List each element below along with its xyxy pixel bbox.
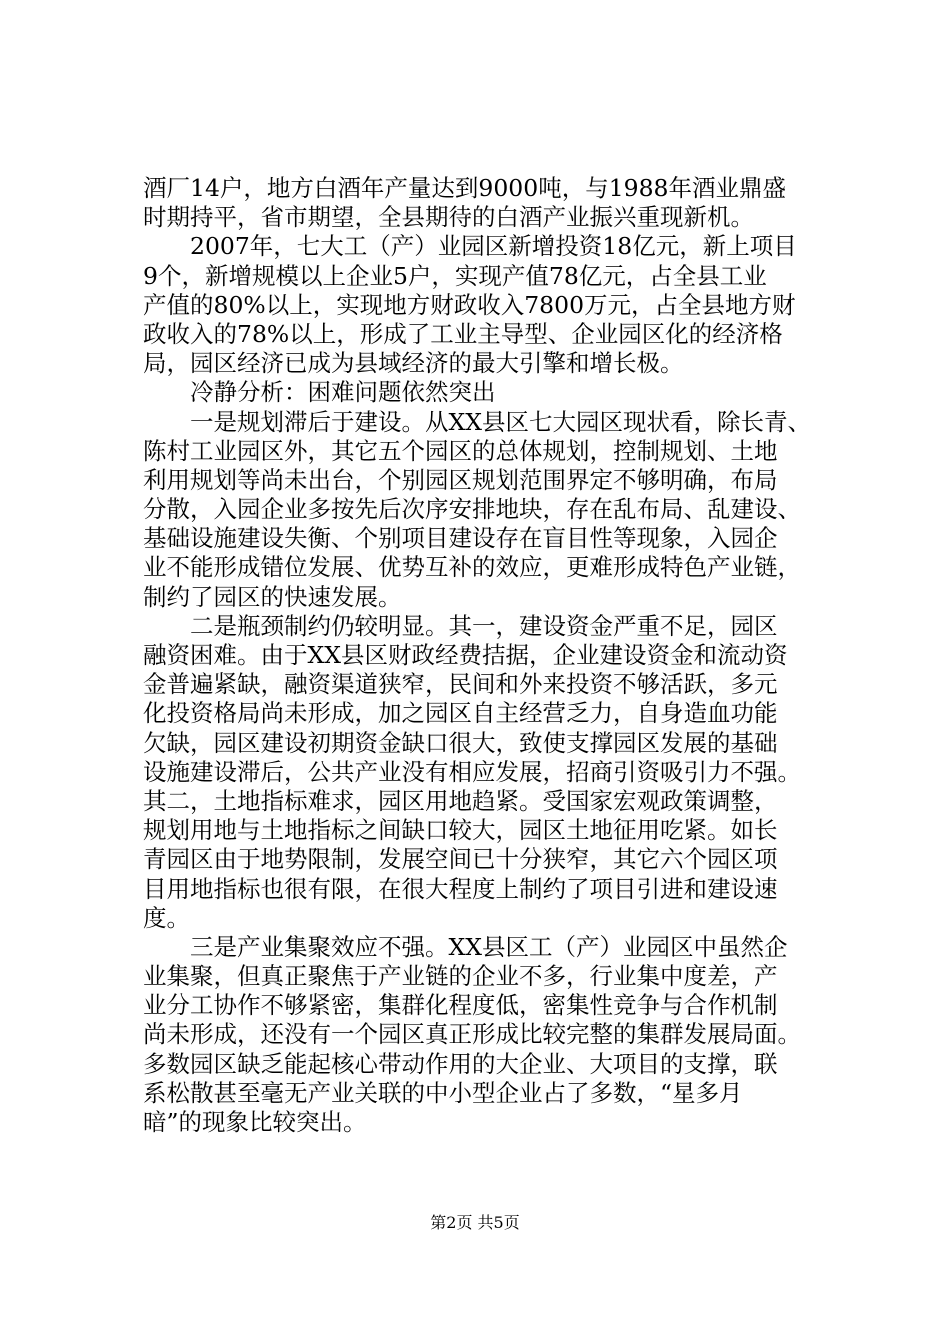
page-number-footer: 第2页 共5页 <box>430 1213 520 1232</box>
text-line: 化投资格局尚未形成，加之园区自主经营乏力，自身造血功能 <box>143 699 778 728</box>
paragraph-start: 一是规划滞后于建设。从XX县区七大园区现状看，除长青、 <box>190 407 811 436</box>
text-line: 基础设施建设失衡、个别项目建设存在盲目性等现象，入园企 <box>143 524 778 553</box>
text-line: 局，园区经济已成为县域经济的最大引擎和增长极。 <box>143 349 684 378</box>
text-line: 时期持平，省市期望，全县期待的白酒产业振兴重现新机。 <box>143 203 754 232</box>
text-line: 青园区由于地势限制，发展空间已十分狭窄，其它六个园区项 <box>143 845 778 874</box>
text-line: 制约了园区的快速发展。 <box>143 582 402 611</box>
text-line: 多数园区缺乏能起核心带动作用的大企业、大项目的支撑，联 <box>143 1049 778 1078</box>
text-line: 尚未形成，还没有一个园区真正形成比较完整的集群发展局面。 <box>143 1020 801 1049</box>
text-line: 业不能形成错位发展、优势互补的效应，更难形成特色产业链， <box>143 553 801 582</box>
paragraph-start: 三是产业集聚效应不强。XX县区工（产）业园区中虽然企 <box>190 932 788 961</box>
section-heading: 冷静分析：困难问题依然突出 <box>190 378 496 407</box>
text-line: 政收入的78%以上，形成了工业主导型、企业园区化的经济格 <box>143 319 783 348</box>
text-line: 利用规划等尚未出台，个别园区规划范围界定不够明确，布局 <box>143 465 778 494</box>
text-line: 系松散甚至毫无产业关联的中小型企业占了多数，“星多月 <box>143 1078 743 1107</box>
text-line: 暗”的现象比较突出。 <box>143 1108 367 1136</box>
text-line: 陈村工业园区外，其它五个园区的总体规划，控制规划、土地 <box>143 436 778 465</box>
paragraph-start: 2007年，七大工（产）业园区新增投资18亿元，新上项目 <box>190 232 797 261</box>
text-line: 金普遍紧缺，融资渠道狭窄，民间和外来投资不够活跃，多元 <box>143 670 778 699</box>
text-line: 规划用地与土地指标之间缺口较大，园区土地征用吃紧。如长 <box>143 816 778 845</box>
text-line: 度。 <box>143 903 190 932</box>
text-line: 产值的80%以上，实现地方财政收入7800万元，占全县地方财 <box>143 290 796 319</box>
text-line: 9个，新增规模以上企业5户，实现产值78亿元，占全县工业 <box>143 261 767 290</box>
text-line: 融资困难。由于XX县区财政经费拮据，企业建设资金和流动资 <box>143 641 788 669</box>
text-line: 欠缺，园区建设初期资金缺口很大，致使支撑园区发展的基础 <box>143 728 778 757</box>
text-line: 设施建设滞后，公共产业没有相应发展，招商引资吸引力不强。 <box>143 757 801 786</box>
text-line: 业集聚，但真正聚焦于产业链的企业不多，行业集中度差，产 <box>143 962 778 991</box>
text-line: 其二，土地指标难求，园区用地趋紧。受国家宏观政策调整， <box>143 786 778 815</box>
text-line: 业分工协作不够紧密，集群化程度低，密集性竞争与合作机制 <box>143 991 778 1020</box>
paragraph-start: 二是瓶颈制约仍较明显。其一，建设资金严重不足，园区 <box>190 611 778 640</box>
text-line: 酒厂14户，地方白酒年产量达到9000吨，与1988年酒业鼎盛 <box>143 174 787 202</box>
document-body <box>143 174 823 1137</box>
text-line: 分散，入园企业多按先后次序安排地块，存在乱布局、乱建设、 <box>143 495 801 524</box>
text-line: 目用地指标也很有限，在很大程度上制约了项目引进和建设速 <box>143 874 778 903</box>
